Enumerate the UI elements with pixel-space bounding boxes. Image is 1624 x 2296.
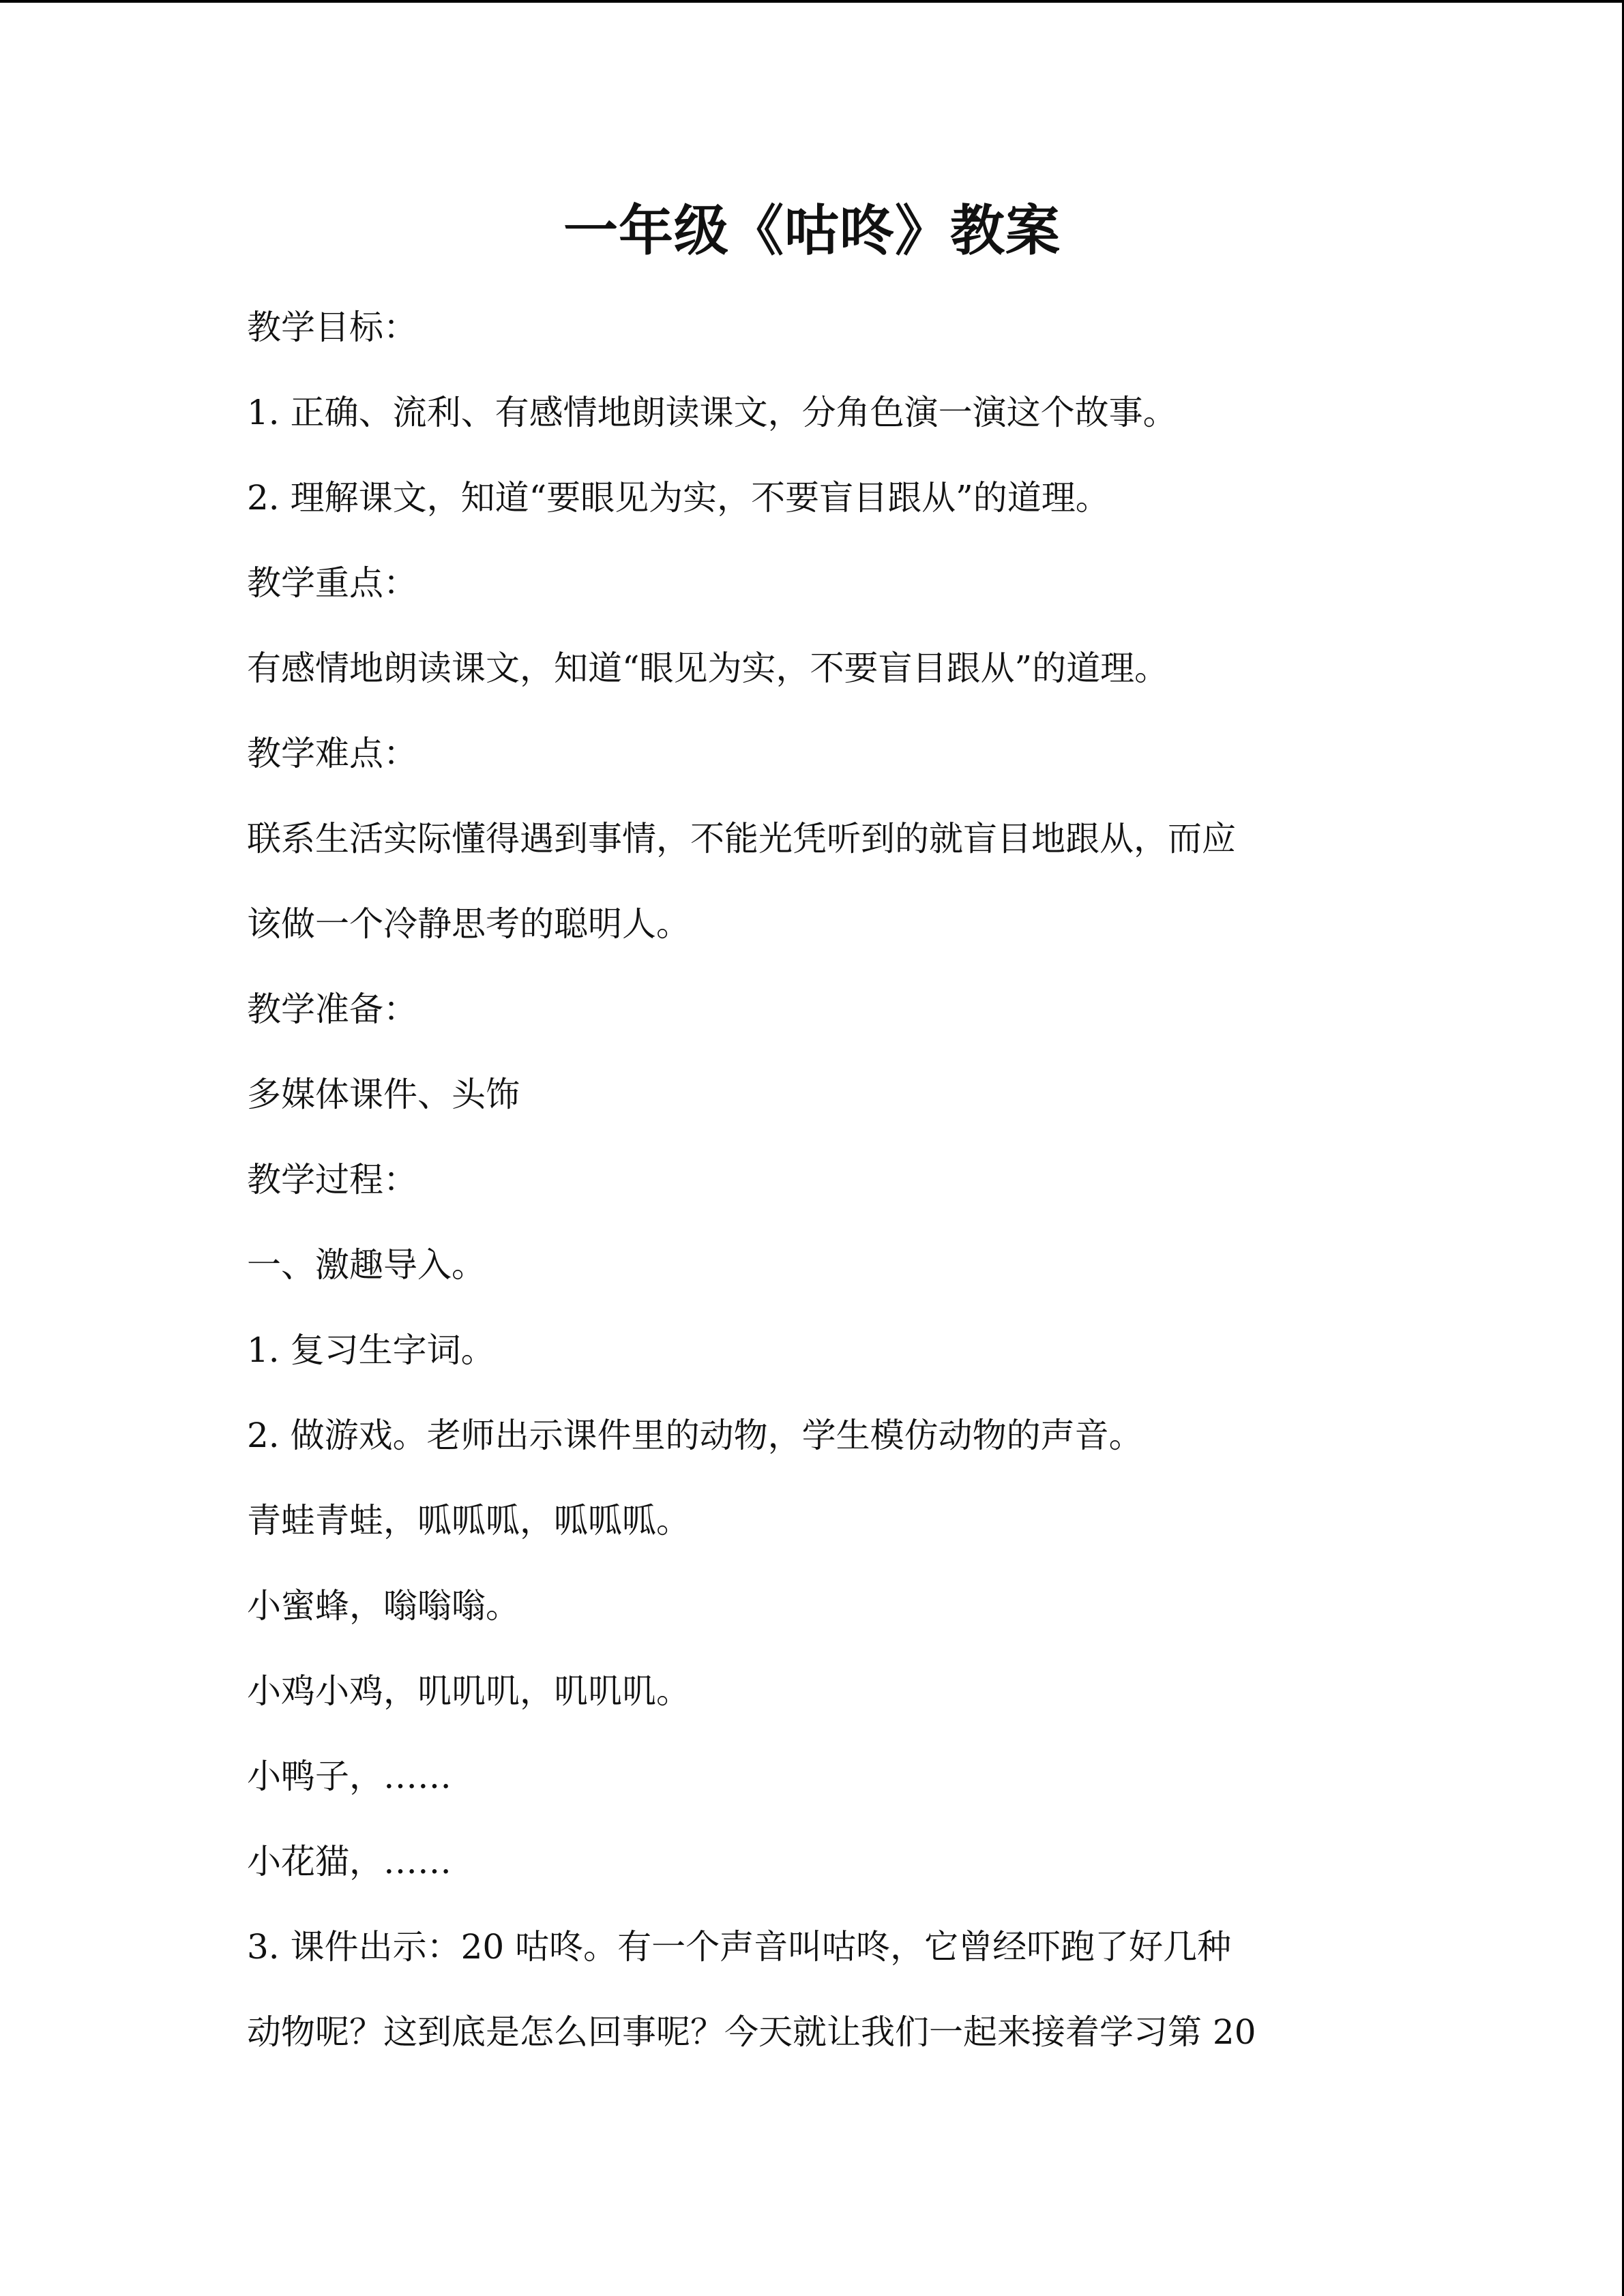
animal-sound-cat: 小花猫，…… — [247, 1842, 452, 1881]
goal-item-2: 2. 理解课文，知道“要眼见为实，不要盲目跟从”的道理。 — [247, 478, 1110, 518]
animal-sound-chick: 小鸡小鸡，叽叽叽，叽叽叽。 — [247, 1671, 690, 1711]
key-points-text: 有感情地朗读课文，知道“眼见为实，不要盲目跟从”的道理。 — [247, 648, 1169, 688]
heading-difficulties: 教学难点： — [247, 734, 417, 773]
preparation-text: 多媒体课件、头饰 — [247, 1075, 520, 1114]
heading-preparation: 教学准备： — [247, 989, 417, 1029]
process-step-2: 2. 做游戏。老师出示课件里的动物，学生模仿动物的声音。 — [247, 1416, 1143, 1455]
process-section-1: 一、激趣导入。 — [247, 1245, 486, 1285]
heading-key-points: 教学重点： — [247, 563, 417, 603]
heading-teaching-goals: 教学目标： — [247, 308, 417, 347]
process-step-1: 1. 复习生字词。 — [247, 1330, 495, 1370]
document-body — [247, 293, 1420, 2083]
animal-sound-frog: 青蛙青蛙，呱呱呱，呱呱呱。 — [247, 1501, 690, 1540]
difficulties-text-line-2: 该做一个冷静思考的聪明人。 — [247, 904, 690, 944]
heading-process: 教学过程： — [247, 1160, 417, 1199]
document-title: 一年级《咕咚》教案 — [563, 198, 1061, 263]
animal-sound-duck: 小鸭子，…… — [247, 1757, 452, 1796]
process-step-3-line-2: 动物呢？这到底是怎么回事呢？今天就让我们一起来接着学习第 20 — [247, 2012, 1256, 2052]
animal-sound-bee: 小蜜蜂，嗡嗡嗡。 — [247, 1586, 520, 1626]
process-step-3-line-1: 3. 课件出示：20 咕咚。有一个声音叫咕咚，它曾经吓跑了好几种 — [247, 1927, 1232, 1967]
goal-item-1: 1. 正确、流利、有感情地朗读课文，分角色演一演这个故事。 — [247, 393, 1177, 432]
page-top-border — [0, 0, 1624, 3]
difficulties-text-line-1: 联系生活实际懂得遇到事情，不能光凭听到的就盲目地跟从，而应 — [247, 819, 1236, 859]
